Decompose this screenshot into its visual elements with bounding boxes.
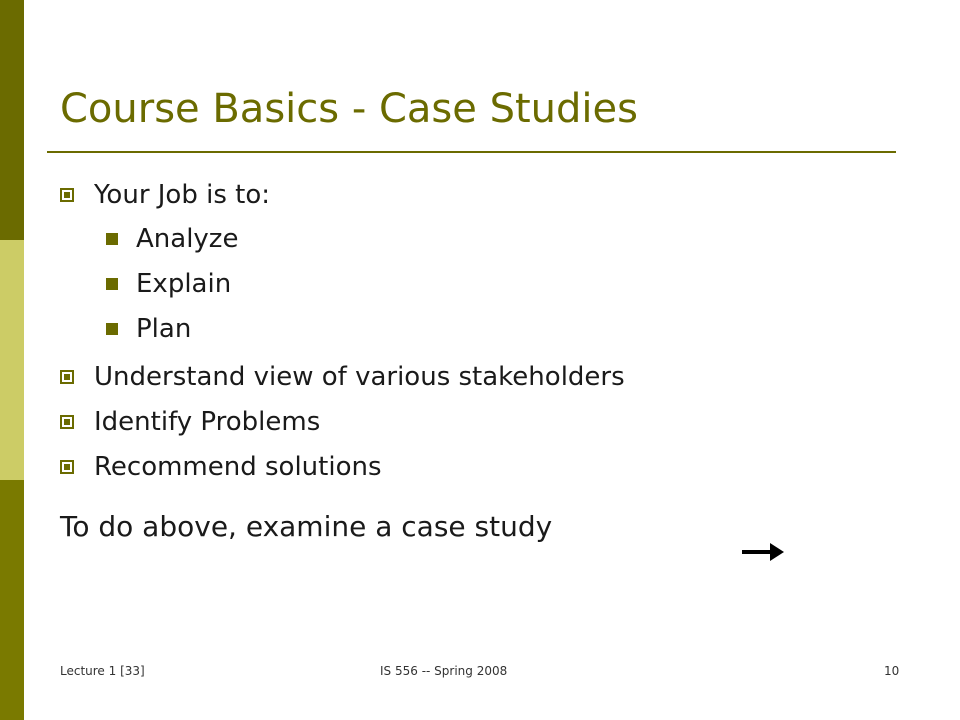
square-bullet-icon <box>106 323 118 335</box>
bullet-item <box>60 362 625 392</box>
side-bar-middle <box>0 240 24 480</box>
side-bar-bottom <box>0 480 24 720</box>
boxed-square-bullet-icon <box>60 370 74 384</box>
side-bar-top <box>0 0 24 240</box>
boxed-square-bullet-icon <box>60 415 74 429</box>
right-arrow-icon <box>742 541 786 563</box>
square-bullet-icon <box>106 233 118 245</box>
closing-text: To do above, examine a case study <box>60 510 553 543</box>
bullet-text: Recommend solutions <box>94 452 382 482</box>
sub-bullet-text: Plan <box>136 314 192 344</box>
bullet-text: Identify Problems <box>94 407 321 437</box>
boxed-square-bullet-icon <box>60 188 74 202</box>
bullet-item <box>60 407 320 437</box>
footer-course: IS 556 -- Spring 2008 <box>380 664 508 678</box>
sub-bullet-item <box>106 224 238 254</box>
sub-bullet-text: Explain <box>136 269 232 299</box>
footer-lecture: Lecture 1 [33] <box>60 664 145 678</box>
boxed-square-bullet-icon <box>60 460 74 474</box>
bullet-text: Understand view of various stakeholders <box>94 362 625 392</box>
slide-title: Course Basics - Case Studies <box>60 86 638 132</box>
bullet-item <box>60 180 270 210</box>
title-divider <box>47 151 896 153</box>
sub-bullet-text: Analyze <box>136 224 239 254</box>
page-number: 10 <box>884 664 900 678</box>
square-bullet-icon <box>106 278 118 290</box>
bullet-text: Your Job is to: <box>94 180 271 210</box>
sub-bullet-item <box>106 269 231 299</box>
bullet-item <box>60 452 382 482</box>
sub-bullet-item <box>106 314 191 344</box>
